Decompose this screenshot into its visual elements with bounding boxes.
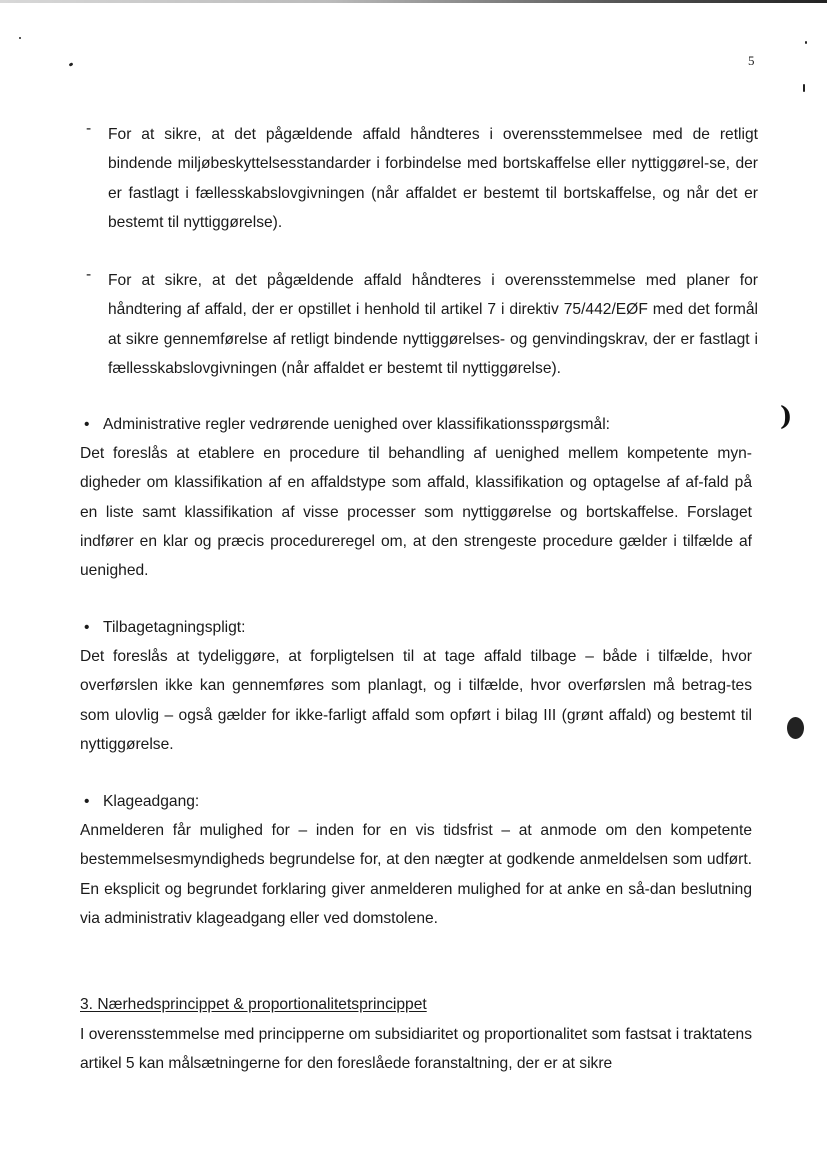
section-body-text: I overensstemmelse med principperne om subsidiaritet og proportionalitet som fastsat i traktatens artikel 5 kan målsætningerne for den foreslåede foranstaltning, der er at sikre <box>80 1026 752 1073</box>
bullet-icon: • <box>84 416 90 433</box>
bullet-heading-text: Administrative regler vedrørende uenighed over klassifikationsspørgsmål: <box>103 416 611 433</box>
dash-item-text: For at sikre, at det pågældende affald håndteres i overensstemmelse med planer for håndtering af affald, der er opstillet i henhold til artikel 7 i direktiv 75/442/EØF med det formål at sikre gennemførelse af retligt bindende nyttiggørelses- og genvindingskrav, der er fastlagt i fællesskabslovgivningen (når affaldet er bestemt til nyttiggørelse). <box>108 272 758 377</box>
dash-list-item <box>86 266 758 383</box>
bullet-body-text: Det foreslås at tydeliggøre, at forpligtelsen til at tage affald tilbage – både i tilfælde, hvor overførslen ikke kan gennemføres som planlagt, og i tilfælde, hvor overførslen må betrag-tes som ulovlig – også gælder for ikke-farligt affald som opført i bilag III (grønt affald) og bestemt til nyttiggørelse. <box>80 648 752 753</box>
scan-speck <box>19 37 21 39</box>
dash-list-item <box>86 120 758 237</box>
bullet-icon: • <box>84 619 90 636</box>
bullet-body-text: Anmelderen får mulighed for – inden for en vis tidsfrist – at anmode om den kompetente bestemmelsesmyndigheds begrundelse for, at den nægter at godkende anmeldelsen som udført. En eksplicit og begrundet forklaring giver anmelderen mulighed for at anke en så-dan beslutning via administrativ klageadgang eller ved domstolene. <box>80 822 752 927</box>
bullet-body-text: Det foreslås at etablere en procedure til behandling af uenighed mellem kompetente myn-digheder om klassifikation af en affaldstype som affald, klassifikation og optagelse af af-fald på en liste samt klassifikation af visse processer som nyttiggørelse og bortskaffelse. Forslaget indfører en klar og præcis procedureregel om, at den strengeste procedure gælder i tilfælde af uenighed. <box>80 445 752 580</box>
scan-bracket-mark: ) <box>780 402 793 432</box>
scan-top-edge <box>0 0 827 3</box>
scan-speck <box>803 84 805 92</box>
section-heading: 3. Nærhedsprincippet & proportionalitetsprincippet <box>80 996 427 1013</box>
bullet-icon: • <box>84 793 90 810</box>
scan-speck <box>805 41 807 44</box>
dash-marker: - <box>86 266 92 283</box>
dash-item-text: For at sikre, at det pågældende affald håndteres i overensstemmelsee med de retligt bindende miljøbeskyttelsesstandarder i forbindelse med bortskaffelse eller nyttiggørel-se, der er fastlagt i fællesskabslovgivningen (når affaldet er bestemt til bortskaffelse, og når det er bestemt til nyttiggørelse). <box>108 126 758 231</box>
bullet-heading-text: Tilbagetagningspligt: <box>103 619 246 636</box>
scan-speck <box>69 62 74 67</box>
dash-marker: - <box>86 120 92 137</box>
bullet-heading-text: Klageadgang: <box>103 793 200 810</box>
scan-punch-hole <box>787 717 804 739</box>
page-number: 5 <box>748 53 755 68</box>
